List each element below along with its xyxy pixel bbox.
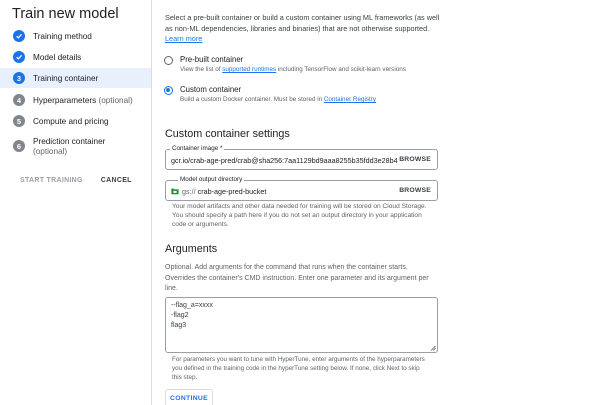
arguments-help-text: Optional. Add arguments for the command that runs when the container starts. Overrides the container's CMD instruction. Enter one parameter and its argument per line. — [165, 264, 429, 292]
model-output-field[interactable] — [165, 176, 438, 201]
step-model-details[interactable] — [0, 47, 151, 67]
sidebar-actions — [20, 177, 132, 184]
start-training-button[interactable]: START TRAINING — [20, 177, 83, 184]
container-image-label: Container image * — [172, 145, 223, 152]
page-title: Train new model — [12, 6, 119, 22]
arguments-heading: Arguments — [165, 243, 218, 255]
step-optional-tag: (optional) — [98, 95, 133, 105]
step-label: Model details — [33, 52, 82, 62]
step-optional-tag: (optional) — [33, 147, 68, 156]
custom-container-option[interactable] — [164, 85, 376, 104]
model-output-label: Model output directory — [180, 176, 243, 183]
check-icon — [13, 51, 25, 63]
prebuilt-label: Pre-built container — [180, 55, 244, 64]
resize-handle-icon[interactable] — [430, 345, 436, 351]
prebuilt-radio[interactable] — [164, 56, 173, 65]
argument-line: --flag_a=xxxx — [171, 302, 213, 309]
step-training-method[interactable] — [0, 26, 151, 46]
step-label: Compute and pricing — [33, 116, 109, 126]
step-hyperparameters[interactable] — [0, 90, 151, 110]
container-registry-link[interactable]: Container Registry — [323, 96, 377, 103]
custom-settings-heading: Custom container settings — [165, 128, 290, 140]
browse-image-button[interactable]: BROWSE — [399, 156, 431, 163]
model-output-input[interactable]: gs:// crab-age-pred-bucket — [182, 187, 267, 196]
argument-line: -flag2 — [171, 312, 189, 319]
step-label: Training container — [33, 73, 99, 83]
step-number: 4 — [13, 94, 25, 106]
container-image-input[interactable]: gcr.io/crab-age-pred/crab@sha256:7aa1129bd9aaa8255b35fdd3e28b4 — [171, 156, 398, 165]
custom-label: Custom container — [180, 85, 242, 94]
step-compute-pricing[interactable] — [0, 111, 151, 131]
step-label: Hyperparameters — [33, 95, 97, 105]
prebuilt-container-option[interactable] — [164, 55, 406, 74]
cancel-button[interactable]: CANCEL — [100, 177, 132, 184]
browse-output-button[interactable]: BROWSE — [399, 187, 431, 194]
argument-line: flag3 — [171, 322, 187, 329]
step-label: Training method — [33, 31, 92, 41]
custom-description: Build a custom Docker container. Must be stored in Container Registry — [180, 96, 377, 103]
custom-radio[interactable] — [164, 86, 173, 95]
learn-more-link[interactable]: Learn more — [165, 34, 203, 43]
bucket-icon — [171, 187, 179, 195]
supported-runtimes-link[interactable]: supported runtimes — [222, 66, 277, 73]
main-content — [152, 0, 602, 405]
container-image-field[interactable] — [165, 145, 438, 170]
continue-button[interactable]: CONTINUE — [165, 389, 213, 405]
output-help-text: Your model artifacts and other data needed for training will be stored on Cloud Storage. You should specify a path here if you do not set an output directory in your application code or arguments. — [172, 203, 427, 228]
step-number: 6 — [13, 140, 25, 152]
prebuilt-description: View the list of supported runtimes including TensorFlow and scikit-learn versions — [180, 66, 406, 73]
step-prediction-container[interactable] — [0, 136, 151, 162]
step-label: Prediction container — [33, 137, 106, 146]
step-number: 5 — [13, 115, 25, 127]
gs-prefix: gs:// — [182, 187, 196, 196]
step-number: 3 — [13, 72, 25, 84]
step-training-container[interactable] — [0, 68, 151, 88]
stepper-sidebar — [0, 0, 152, 405]
hypertune-help-text: For parameters you want to tune with HyperTune, enter arguments of the hyperparameters you defined in the training code in the hyperTune setting below. If none, click Next to skip this step. — [172, 356, 425, 381]
check-icon — [13, 30, 25, 42]
arguments-textarea[interactable] — [165, 297, 438, 353]
intro-text: Select a pre-built container or build a custom container using ML frameworks (as well as non-ML dependencies, libraries and binaries) that are not otherwise supported. Learn more — [165, 13, 440, 43]
